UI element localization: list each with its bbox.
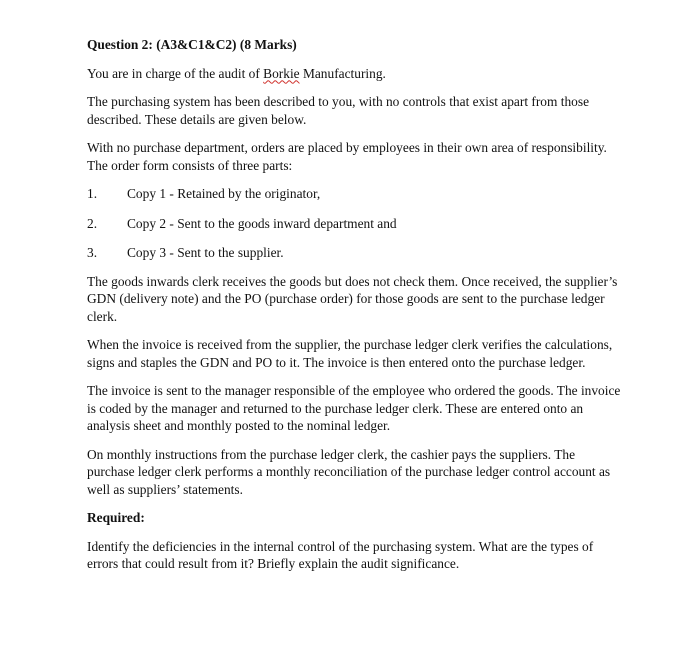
list-item-number: 2. <box>87 215 98 231</box>
list-item-text: Copy 2 - Sent to the goods inward department and <box>127 215 397 231</box>
order-form-copies-list <box>87 185 622 262</box>
question-heading: Question 2: (A3&C1&C2) (8 Marks) <box>87 37 297 52</box>
paragraph-purchasing-system: The purchasing system has been described to you, with no controls that exist apart from those described. These details are given below. <box>87 94 590 127</box>
spellcheck-word-company: Borkie <box>263 65 300 81</box>
list-item <box>87 244 622 262</box>
list-item <box>87 185 622 203</box>
required-label: Required: <box>87 510 145 525</box>
list-item-number: 3. <box>87 245 98 260</box>
paragraph-goods-inwards: The goods inwards clerk receives the goods but does not check them. Once received, the supplier’s GDN (delivery note) and the PO (purchase order) for those goods are sent to the purchase ledger clerk. <box>87 273 618 324</box>
paragraph-cashier: On monthly instructions from the purchase ledger clerk, the cashier pays the suppliers. The purchase ledger clerk performs a monthly reconciliation of the purchase ledger control account as well as suppliers’ statements. <box>87 446 611 497</box>
paragraph-invoice-received: When the invoice is received from the supplier, the purchase ledger clerk verifies the calculations, signs and staples the GDN and PO to it. The invoice is then entered onto the purchase ledger. <box>87 337 613 370</box>
paragraph-orders: With no purchase department, orders are placed by employees in their own area of responsibility. The order form consists of three parts: <box>87 140 607 173</box>
intro-prefix: You are in charge of the audit of <box>87 65 264 81</box>
required-text: Identify the deficiencies in the internal control of the purchasing system. What are the types of errors that could result from it? Briefly explain the audit significance. <box>87 538 594 571</box>
intro-suffix: Manufacturing. <box>299 65 386 81</box>
intro-paragraph <box>87 65 622 83</box>
question-document <box>87 36 622 584</box>
list-item-text: Copy 3 - Sent to the supplier. <box>127 245 284 260</box>
list-item-number: 1. <box>87 186 98 201</box>
list-item <box>87 215 622 233</box>
list-item-text: Copy 1 - Retained by the originator, <box>127 186 321 201</box>
paragraph-invoice-manager: The invoice is sent to the manager responsible of the employee who ordered the goods. The invoice is coded by the manager and returned to the purchase ledger clerk. These are entered onto an analysis sheet and monthly posted to the nominal ledger. <box>87 383 621 433</box>
